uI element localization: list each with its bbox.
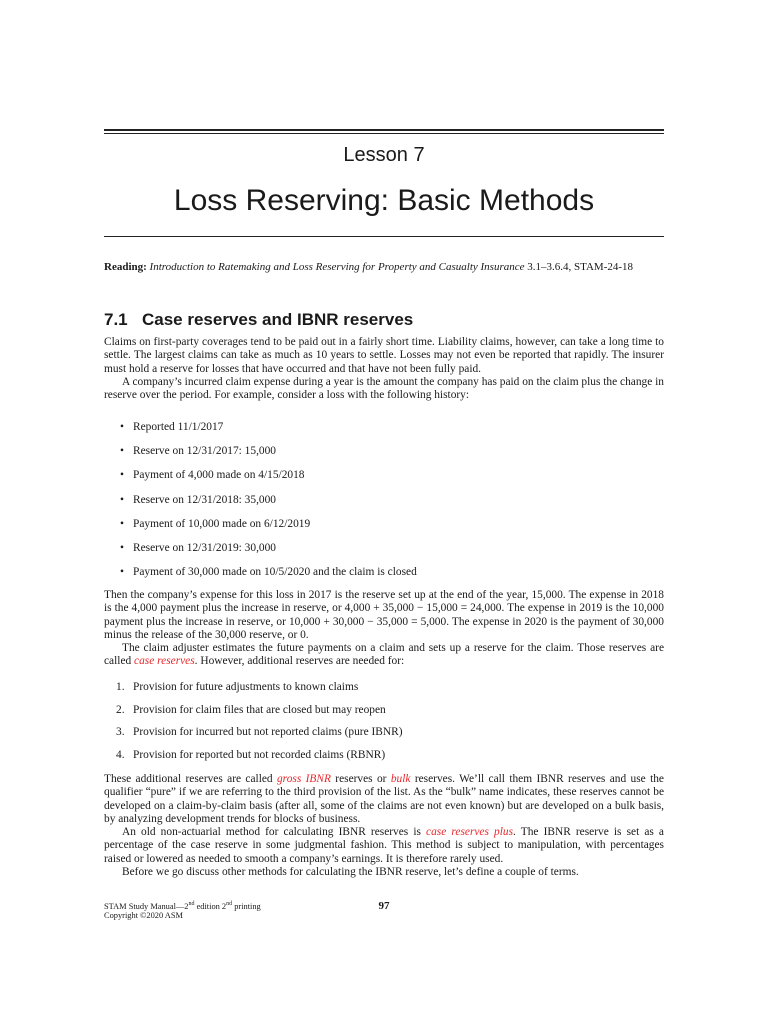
term-case-reserves: case reserves	[134, 655, 195, 668]
paragraph-2: A company’s incurred claim expense during a year is the amount the company has paid on the claim plus the change in reserve over the period. For example, consider a loss with the following history:	[104, 375, 664, 402]
paragraph-7: Before we go discuss other methods for calculating the IBNR reserve, let’s define a couple of terms.	[122, 866, 579, 879]
ibnr-text-block	[104, 773, 664, 879]
bullet-icon: •	[120, 517, 124, 530]
bullet-icon: •	[120, 541, 124, 554]
footer-copyright: Copyright ©2020 ASM	[104, 911, 183, 921]
paragraph-6: An old non-actuarial method for calculating IBNR reserves is case reserves plus. The IBNR reserve is set as a percentage of the case reserve in some judgmental fashion. This method is subject to manipulation, with percentages raised or lowered as needed to smooth a company’s earnings. It is therefore rarely used.	[104, 826, 664, 865]
bullet-icon: •	[120, 421, 124, 433]
list-item: • Reserve on 12/31/2018: 35,000	[120, 493, 277, 506]
footer-manual: STAM Study Manual—2nd edition 2nd printing	[104, 901, 261, 911]
intro-text-block	[104, 336, 664, 402]
footer-credits	[104, 900, 324, 921]
lesson-number: Lesson 7	[343, 144, 425, 166]
list-item: • Reserve on 12/31/2019: 30,000	[120, 541, 277, 554]
bullet-icon: •	[120, 469, 124, 482]
paragraph-3: Then the company’s expense for this loss in 2017 is the reserve set up at the end of the year, 15,000. The expense in 2018 is the 4,000 payment plus the increase in reserve, or 4,000 + 35,000 − 15,000 = 24,000. The expense in 2019 is the 10,000 payment plus the increase in reserve, or 10,000 + 30,000 − 35,000 = 5,000. The expense in 2020 is the payment of 30,000 minus the release of the 30,000 reserve, or 0.	[104, 589, 664, 641]
claim-history-list	[120, 420, 660, 589]
bullet-icon: •	[120, 493, 124, 506]
section-number: 7.1	[104, 310, 128, 329]
section-heading	[104, 310, 664, 330]
list-item: 3. Provision for incurred but not reported claims (pure IBNR)	[116, 726, 403, 738]
section-title: Case reserves and IBNR reserves	[142, 310, 414, 329]
term-case-reserves-plus: case reserves plus	[426, 826, 514, 839]
list-item: • Reserve on 12/31/2017: 15,000	[120, 445, 277, 458]
list-item: • Payment of 30,000 made on 10/5/2020 and the claim is closed	[120, 566, 417, 579]
list-item: • Payment of 4,000 made on 4/15/2018	[120, 469, 305, 482]
reading-book-title: Introduction to Ratemaking and Loss Reserving for Property and Casualty Insurance	[149, 261, 525, 273]
list-item: 1. Provision for future adjustments to known claims	[116, 681, 359, 693]
lesson-title: Loss Reserving: Basic Methods	[173, 184, 595, 217]
bullet-icon: •	[120, 566, 124, 579]
list-item: • Payment of 10,000 made on 6/12/2019	[120, 517, 311, 530]
term-gross-ibnr: gross IBNR	[276, 773, 331, 785]
title-rule	[104, 236, 664, 237]
top-rule-thin	[104, 133, 664, 134]
reading-line	[104, 260, 684, 274]
bullet-icon: •	[120, 445, 124, 458]
paragraph-4: The claim adjuster estimates the future payments on a claim and sets up a reserve for the claim. Those reserves are called case reserves. However, additional reserves are needed for:	[104, 642, 664, 668]
term-bulk: bulk	[390, 773, 411, 785]
paragraph-5: These additional reserves are called gross IBNR reserves or bulk reserves. We’ll call them IBNR reserves and use the qualifier “pure” if we are referring to the third provision of the list. As the “bulk” name indicates, these reserves cannot be developed on a claim-by-claim basis (after all, some of the claims are not even known) but are developed on a bulk basis, by analyzing development trends for blocks of business.	[104, 773, 664, 825]
top-rule-thick	[104, 129, 664, 131]
reading-label: Reading:	[104, 261, 147, 273]
list-item: 2. Provision for claim files that are closed but may reopen	[116, 703, 386, 716]
paragraph-1: Claims on first-party coverages tend to be paid out in a fairly short time. Liability claims, however, can take a long time to settle. The largest claims can take as much as 10 years to settle. Losses may not even be reported that rapidly. The insurer must hold a reserve for losses that have occurred and that have not been fully paid.	[104, 336, 664, 375]
reading-sections: 3.1–3.6.4, STAM-24-18	[524, 261, 634, 273]
list-item: • Reported 11/1/2017	[120, 421, 224, 433]
list-item: 4. Provision for reported but not recorded claims (RBNR)	[116, 748, 386, 761]
page-number: 97	[378, 900, 390, 912]
expense-text-block	[104, 589, 664, 669]
provisions-list	[116, 680, 656, 770]
